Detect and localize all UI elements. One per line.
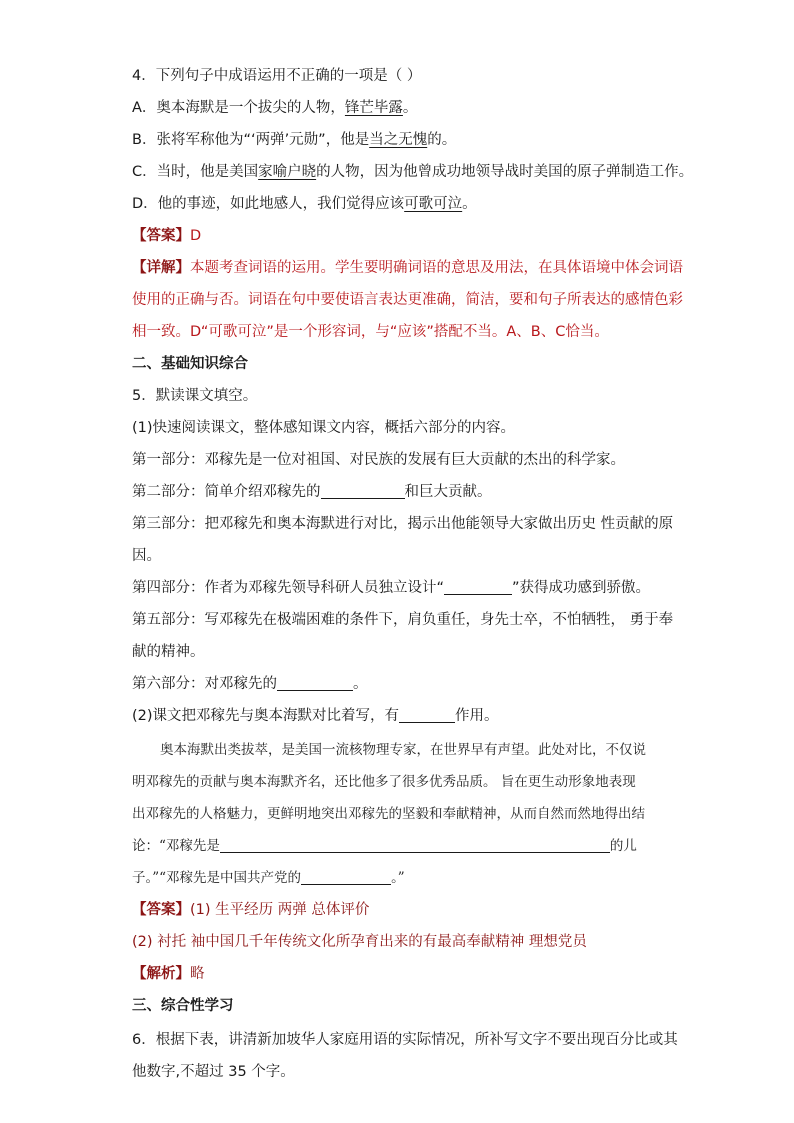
idiom-underlined: 可歌可泣 [404, 196, 463, 212]
question-4-stem: 4．下列句子中成语运用不正确的一项是（ ） [132, 68, 422, 84]
q4-answer: 【答案】D [132, 228, 202, 244]
option-a: A．奥本海默是一个拔尖的人物，锋芒毕露。 [132, 100, 418, 116]
q5-part6: 第六部分：对邓稼先的 。 [132, 676, 368, 692]
q5-part2: 第二部分：简单介绍邓稼先的 和巨大贡献。 [132, 484, 492, 500]
section-3-title: 三、综合性学习 [132, 998, 234, 1014]
option-c: C．当时，他是美国家喻户晓的人物，因为他曾成功地领导战时美国的原子弹制造工作。 [132, 164, 694, 180]
question-6-line-2: 他数字,不超过 35 个字。 [132, 1064, 295, 1080]
q5-part1: 第一部分：邓稼先是一位对祖国、对民族的发展有巨大贡献的杰出的科学家。 [132, 452, 625, 468]
fill-blank [220, 836, 610, 853]
q5-passage-line-5: 子。”“邓稼先是中国共产党的 。” [132, 870, 405, 886]
fill-blank [399, 706, 455, 723]
option-b: B．张将军称他为“‘两弹’元勋”，他是当之无愧的。 [132, 132, 457, 148]
idiom-underlined: 锋芒毕露 [344, 100, 403, 116]
answer-label: 【答案】 [132, 902, 190, 918]
fill-blank [444, 578, 512, 595]
q5-sub2: (2)课文把邓稼先与奥本海默对比着写，有 作用。 [132, 708, 499, 724]
q5-passage-line-2: 明邓稼先的贡献与奥本海默齐名，还比他多了很多优秀品质。 旨在更生动形象地表现 [132, 774, 636, 790]
explain-label: 【详解】 [132, 260, 190, 276]
q5-passage-line-4: 论：“邓稼先是 的儿 [132, 838, 637, 854]
q5-part5-line2: 献的精神。 [132, 644, 205, 660]
q5-part3-line1: 第三部分：把邓稼先和奥本海默进行对比，揭示出他能领导大家做出历史 性贡献的原 [132, 516, 674, 532]
section-2-title: 二、基础知识综合 [132, 356, 248, 372]
q4-explain-line-1: 【详解】本题考查词语的运用。学生要明确词语的意思及用法，在具体语境中体会词语 [132, 260, 683, 276]
q4-explain-line-2: 使用的正确与否。词语在句中要使语言表达更准确，简洁，要和句子所表达的感情色彩 [132, 292, 683, 308]
q5-answer-line-2: (2) 衬托 袖中国几千年传统文化所孕育出来的有最高奉献精神 理想党员 [132, 934, 587, 950]
option-d: D．他的事迹，如此地感人，我们觉得应该可歌可泣。 [132, 196, 477, 212]
answer-label: 【答案】 [132, 228, 190, 244]
fill-blank [321, 482, 405, 499]
analysis-label: 【解析】 [132, 966, 190, 982]
q5-passage-line-3: 出邓稼先的人格魅力，更鲜明地突出邓稼先的坚毅和奉献精神，从而自然而然地得出结 [132, 806, 645, 822]
q5-part5-line1: 第五部分：写邓稼先在极端困难的条件下，肩负重任，身先士卒，不怕牺牲， 勇于奉 [132, 612, 674, 628]
q4-explain-line-3: 相一致。D“可歌可泣”是一个形容词，与“应该”搭配不当。A、B、C恰当。 [132, 324, 609, 340]
idiom-underlined: 家喻户晓 [258, 164, 317, 180]
idiom-underlined: 当之无愧 [369, 132, 428, 148]
q5-sub1: (1)快速阅读课文，整体感知课文内容，概括六部分的内容。 [132, 420, 516, 436]
q5-part3-line2: 因。 [132, 548, 161, 564]
fill-blank [277, 674, 353, 691]
q5-answer-line-1: 【答案】(1) 生平经历 两弹 总体评价 [132, 902, 370, 918]
question-5-stem: 5．默读课文填空。 [132, 388, 258, 404]
fill-blank [301, 868, 391, 885]
q5-passage-line-1: 奥本海默出类拔萃，是美国一流核物理专家，在世界早有声望。此处对比，不仅说 [160, 742, 646, 758]
question-6-line-1: 6．根据下表，讲清新加坡华人家庭用语的实际情况，所补写文字不要出现百分比或其 [132, 1032, 678, 1048]
q5-part4: 第四部分：作者为邓稼先领导科研人员独立设计“ ”获得成功感到骄傲。 [132, 580, 651, 596]
q5-analysis: 【解析】略 [132, 966, 205, 982]
